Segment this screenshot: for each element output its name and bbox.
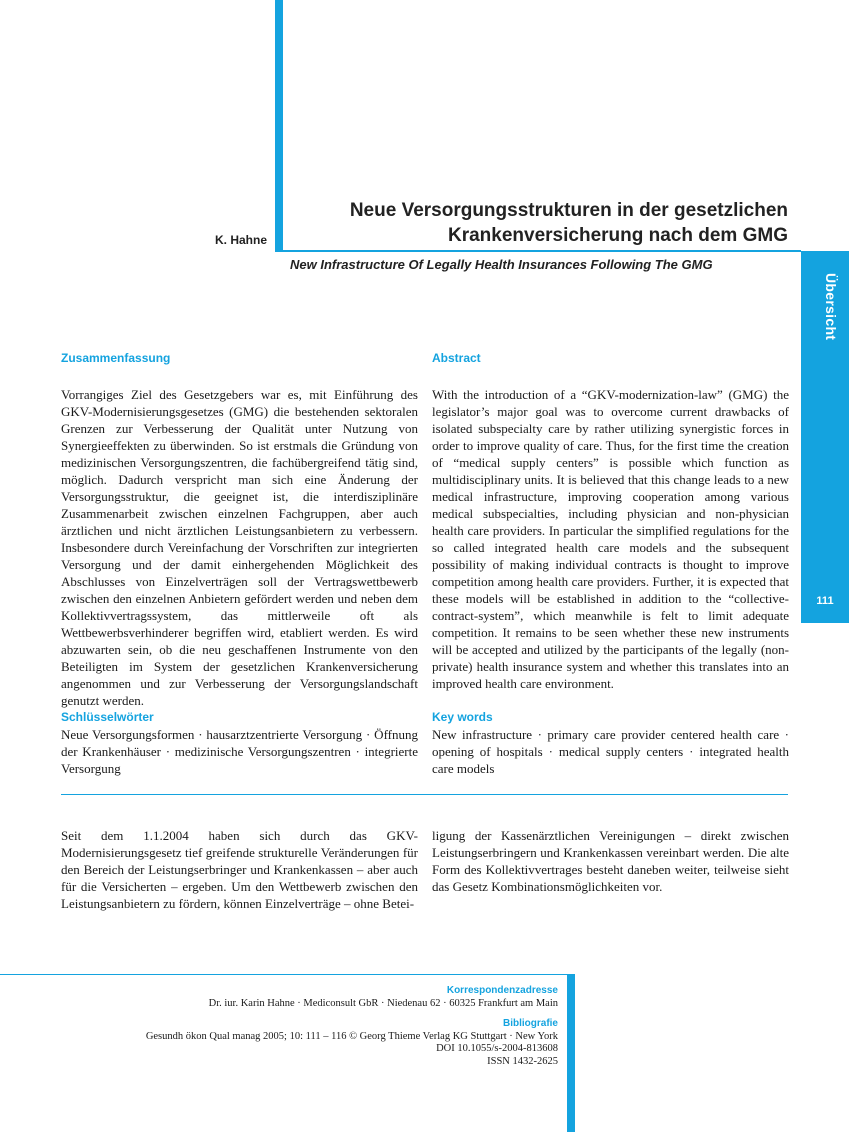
- title-rule: [275, 250, 801, 252]
- section-divider: [61, 794, 788, 795]
- body-text-left: Seit dem 1.1.2004 haben sich durch das GKV-Modernisierungsgesetz tief greifende strukturelle Veränderungen für den Bereich der Leistungserbringer und Krankenkassen – aber auch für die Versicherten – ergeben. Um den Wettbewerb zwischen den Leistungsanbietern zu fördern, können Einzelverträge – ohne Betei-: [61, 828, 418, 911]
- body-text-right: ligung der Kassenärztlichen Vereinigungen – direkt zwischen Leistungserbringern und Krankenkassen vereinbart werden. Die alte Form des Kollektivvertrages besteht daneben weiter, teilweise sieht das Gesetz Kombinationsmöglichkeiten vor.: [432, 828, 789, 894]
- zusammenfassung-text: Vorrangiges Ziel des Gesetzgebers war es, mit Einführung des GKV-Modernisierungsgesetzes (GMG) die bestehenden sektoralen Grenzen zur Verbesserung der Qualität unter Nutzung von Synergieeffekten zu überwinden. So ist erstmals die Gründung von medizinischen Versorgungszentren, die fachübergreifend tätig sind, möglich. Dadurch verspricht man sich eine Änderung der Versorgungsstruktur, die geeignet ist, die interdisziplinäre Zusammenarbeit zwischen einzelnen Fachgruppen, aber auch ärztlichen und nicht ärztlichen Leistungsanbietern zu verbessern. Insbesondere durch Vereinfachung der Vorschriften zur integrierten Versorgung und der damit einhergehenden Möglichkeit des Abschlusses von Einzelverträgen soll der Vertragswettbewerb zwischen den einzelnen Anbietern gefördert werden und neben dem Kollektivvertragssystem, das mittlerweile oft als Wettbewerbsverhinderer begriffen wird, etabliert werden. Es wird abzuwarten sein, ob die neu geschaffenen Instrumente von den Beteiligten im System der gesetzlichen Krankenversicherung angenommen und zur Verbesserung der Versorgungslandschaft genutzt werden.: [61, 387, 418, 708]
- page-number: 111: [816, 595, 834, 607]
- correspondence-block: [38, 985, 558, 1010]
- article-title: [308, 198, 788, 248]
- bibliography-heading: Bibliografie: [502, 1018, 558, 1029]
- section-tab: [801, 251, 849, 623]
- author: K. Hahne: [214, 233, 267, 247]
- keywords-heading: Key words: [432, 710, 493, 724]
- bibliography-citation: Gesundh ökon Qual manag 2005; 10: 111 – 116 © Georg Thieme Verlag KG Stuttgart · New York: [145, 1030, 558, 1042]
- keywords-section: [432, 709, 789, 777]
- abstract-text: With the introduction of a “GKV-modernization-law” (GMG) the legislator’s major goal was to overcome current drawbacks of isolated subspecialty care by rather utilizing synergistic forces in order to improve quality of care. Thus, for the first time the creation of “medical supply centers” is possible which function as multidisciplinary units. It is believed that this change leads to a new medical infrastructure, improving cooperation among various medical subspecialties, including physician and non-physician health care providers. In particular the simplified regulations for the so called integrated health care models and the subsequent possibility of making individual contracts is thought to improve competition among health care providers. Further, it is expected that these models will be established in addition to the “collective-contract-system”, which meanwhile is felt to limit adequate competition. It remains to be seen whether these new instruments will be accepted and utilized by the participants of the legally (non-private) health insurance system and whether this translates into an improved health care environment.: [432, 387, 789, 691]
- bibliography-doi: DOI 10.1055/s-2004-813608: [436, 1043, 558, 1054]
- footer-rule: [0, 974, 567, 975]
- correspondence-address: Dr. iur. Karin Hahne · Mediconsult GbR · Niedenau 62 · 60325 Frankfurt am Main: [208, 997, 558, 1009]
- correspondence-heading: Korrespondenzadresse: [446, 985, 558, 996]
- schluesselwoerter-section: [61, 709, 418, 777]
- zusammenfassung-section: [61, 350, 418, 709]
- schluesselwoerter-text: Neue Versorgungsformen · hausarztzentrierte Versorgung · Öffnung der Krankenhäuser · medizinische Versorgungszentren · integrierte Versorgung: [61, 727, 418, 776]
- accent-bar-top: [275, 0, 283, 251]
- section-tab-label: Übersicht: [823, 273, 839, 341]
- article-subtitle: New Infrastructure Of Legally Health Insurances Following The GMG: [290, 257, 713, 272]
- article-title-line-1: Neue Versorgungsstrukturen in der gesetzlichen: [349, 200, 788, 221]
- abstract-heading: Abstract: [432, 351, 481, 365]
- keywords-text: New infrastructure · primary care provider centered health care · opening of hospitals · medical supply centers · integrated health care models: [432, 727, 789, 776]
- footer-accent-bar: [567, 974, 575, 1132]
- bibliography-block: [38, 1018, 558, 1068]
- zusammenfassung-heading: Zusammenfassung: [61, 351, 171, 365]
- abstract-section: [432, 350, 789, 692]
- article-title-line-2: Krankenversicherung nach dem GMG: [448, 225, 788, 246]
- schluesselwoerter-heading: Schlüsselwörter: [61, 710, 154, 724]
- bibliography-issn: ISSN 1432-2625: [487, 1055, 558, 1067]
